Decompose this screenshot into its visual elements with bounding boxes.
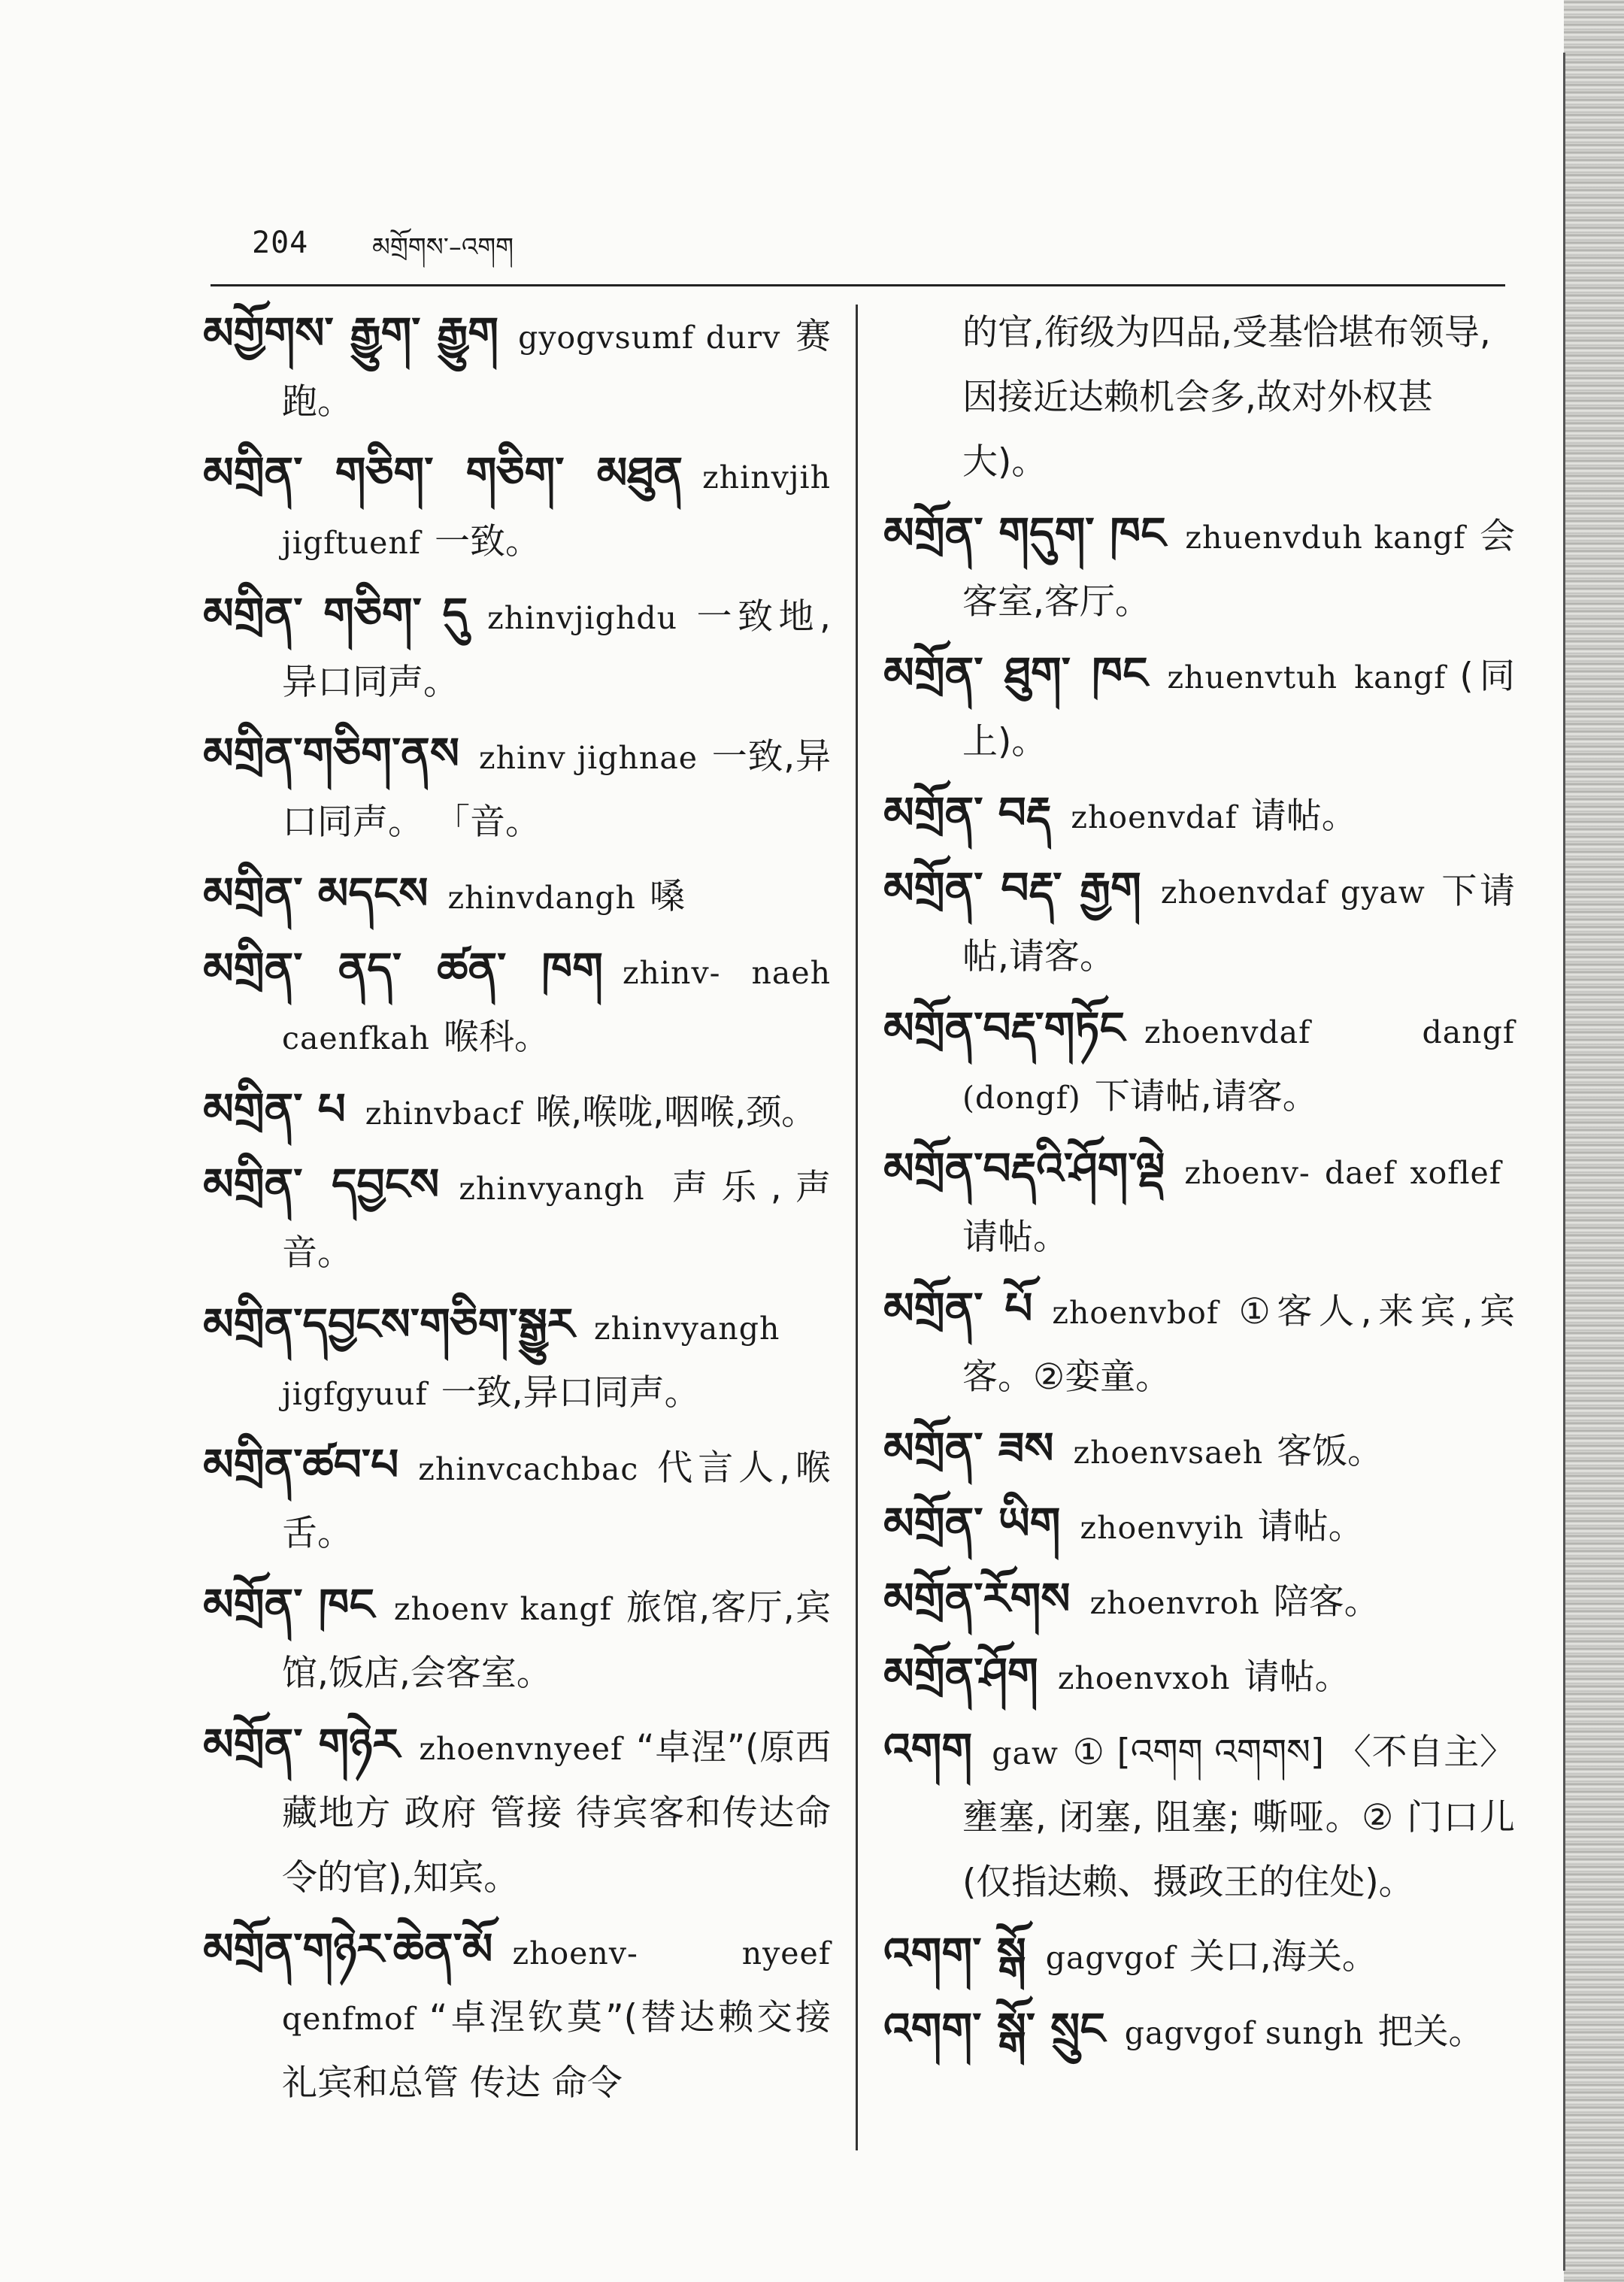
romanization: gaw	[992, 1735, 1059, 1771]
definition: ① [འགག འགགས] 〈不自主〉 壅塞, 闭塞, 阻塞; 嘶哑。② 门口儿(仅指达赖、摄政王的住处)。	[962, 1732, 1515, 1903]
romanization: zhuenvduh kangf	[1185, 520, 1466, 556]
dictionary-entry	[203, 1572, 831, 1706]
romanization: zhoenv- nyeef qenfmof	[282, 1935, 831, 2037]
romanization: zhinvdangh	[447, 880, 636, 916]
dictionary-entry	[203, 1152, 831, 1286]
dictionary-entry	[203, 301, 831, 435]
definition: 声乐,声音。	[282, 1167, 831, 1274]
headword-tibetan: མགྲིན་ ནད་ ཚན་ ཁག	[203, 943, 603, 994]
headword-tibetan: མགྲིན་གཅིག་ནས	[203, 728, 459, 779]
running-head: མགྲོགས་–འགག	[372, 232, 514, 262]
romanization: zhoenvyih	[1080, 1510, 1244, 1546]
dictionary-entry	[883, 1491, 1515, 1560]
headword-tibetan: མགྲོན་བརྡ་གཏོང	[883, 1002, 1125, 1053]
definition: “卓涅”(原西藏地方 政府 管接 待宾客和传达命令的官),知宾。	[282, 1727, 831, 1899]
dictionary-entry	[203, 1712, 831, 1911]
dictionary-entry	[883, 1566, 1515, 1635]
romanization: zhoenvnyeef	[419, 1731, 623, 1767]
dictionary-entry	[203, 861, 831, 930]
right-column	[883, 301, 1515, 2071]
headword-tibetan: འགག་ སྒོ་ སྲུང	[883, 2003, 1105, 2054]
romanization: gyogvsumf durv	[518, 320, 781, 356]
header-rule	[211, 284, 1505, 286]
headword-tibetan: མགྲིན་ གཅིག་ གཅིག་ མཐུན	[203, 447, 683, 499]
dictionary-entry	[883, 1996, 1515, 2065]
headword-tibetan: མགྲོན་ པོ	[883, 1283, 1033, 1334]
definition: 一致地,异口同声。	[282, 596, 831, 703]
dictionary-entry	[203, 1292, 831, 1426]
headword-tibetan: མགྲོན་རོགས	[883, 1573, 1071, 1624]
definition: 下请帖,请客。	[962, 871, 1516, 977]
definition: 把关。	[1377, 2011, 1484, 2053]
headword-tibetan: མགྲོན་ ཐུག་ ཁང	[883, 647, 1148, 699]
definition: 旅馆,客厅,宾馆,饭店,会客室。	[282, 1587, 831, 1694]
dictionary-entry	[883, 780, 1515, 850]
definition: 请帖。	[1244, 1656, 1350, 1698]
headword-tibetan: མགྲིན་ མདངས	[203, 868, 429, 919]
romanization: zhinvjighdu	[487, 600, 677, 636]
headword-tibetan: མགྲོན་ ཁང	[203, 1579, 374, 1630]
romanization: zhinv- naeh caenfkah	[282, 955, 831, 1056]
column-divider	[856, 305, 858, 2150]
dictionary-entry	[203, 936, 831, 1071]
romanization: zhinvyangh jigfgyuuf	[282, 1311, 780, 1412]
dictionary-entry	[883, 1921, 1515, 1990]
headword-tibetan: མགྱོགས་ རྒྱུག་ རྒྱུག	[203, 308, 499, 359]
headword-tibetan: མགྲོན་ གདུག་ ཁང	[883, 508, 1166, 559]
left-column	[203, 301, 831, 2122]
dictionary-entry	[203, 441, 831, 575]
romanization: zhoenvdaf	[1071, 799, 1238, 835]
romanization: zhoenvxoh	[1057, 1660, 1231, 1696]
dictionary-entry	[883, 1416, 1515, 1485]
definition: 关口,海关。	[1189, 1936, 1377, 1977]
romanization: zhoenv kangf	[393, 1591, 612, 1627]
definition: 请帖。	[962, 1217, 1068, 1258]
headword-tibetan: མགྲོན་ བརྡ	[883, 787, 1052, 838]
headword-tibetan: མགྲོན་ བརྡ་ རྒྱག	[883, 862, 1141, 914]
dictionary-entry	[203, 581, 831, 715]
romanization: gagvgof sungh	[1124, 2015, 1365, 2051]
definition: ①客人,来宾,宾客。②娈童。	[962, 1291, 1515, 1398]
definition: 嗓	[649, 876, 685, 917]
dictionary-entry	[883, 856, 1515, 989]
romanization: zhinvyangh	[459, 1171, 645, 1207]
definition: 喉科。	[443, 1017, 550, 1058]
romanization: zhoenvroh	[1089, 1585, 1260, 1621]
dictionary-entry	[883, 501, 1515, 635]
page-edge-line	[1563, 53, 1565, 2271]
headword-tibetan: མགྲིན་ གཅིག་ དུ	[203, 588, 468, 639]
dictionary-entry	[203, 1077, 831, 1146]
headword-tibetan: མགྲོན་ ཟས	[883, 1423, 1054, 1474]
romanization: zhinvbacf	[365, 1096, 523, 1132]
dictionary-entry	[883, 1136, 1515, 1270]
headword-tibetan: མགྲིན་ པ	[203, 1083, 346, 1135]
definition: 会客室,客厅。	[962, 516, 1515, 623]
romanization: zhinv jighnae	[478, 740, 698, 776]
romanization: zhoenvdaf dangf (dongf)	[962, 1014, 1515, 1116]
definition: 喉,喉咙,咽喉,颈。	[535, 1092, 817, 1133]
definition: 一致,异口同声。 「音。	[282, 736, 831, 843]
dictionary-entry	[883, 1717, 1515, 1915]
definition: 一致,异口同声。	[441, 1372, 700, 1414]
definition: 陪客。	[1273, 1581, 1380, 1623]
dictionary-entry	[203, 1917, 831, 2116]
definition: 请帖。	[1250, 796, 1357, 837]
romanization: zhoenvbof	[1052, 1295, 1220, 1331]
headword-tibetan: མགྲིན་ཚབ་པ	[203, 1439, 399, 1490]
dictionary-entry	[883, 1641, 1515, 1711]
romanization: gagvgof	[1045, 1940, 1176, 1976]
headword-tibetan: འགག་ སྒོ	[883, 1928, 1026, 1979]
dictionary-entry	[203, 721, 831, 855]
romanization: zhinvcachbac	[418, 1451, 639, 1487]
entry-continuation: 的官,衔级为四品,受基恰堪布领导,因接近达赖机会多,故对外权甚大)。	[962, 312, 1491, 483]
definition: 请帖。	[1257, 1506, 1364, 1547]
headword-tibetan: མགྲོན་ཤོག	[883, 1648, 1038, 1699]
romanization: zhinvjih jigftuenf	[282, 459, 831, 561]
dictionary-entry	[883, 996, 1515, 1130]
headword-tibetan: མགྲོན་ གཉེར	[203, 1719, 400, 1770]
definition: 一致。	[434, 521, 541, 562]
headword-tibetan: འགག	[883, 1723, 973, 1774]
definition: 下请帖,请客。	[1094, 1076, 1318, 1117]
definition: 赛跑。	[282, 316, 831, 423]
page-number: 204	[252, 226, 309, 260]
romanization: zhoenv- daef xoflef	[1184, 1155, 1501, 1191]
romanization: zhoenvdaf gyaw	[1160, 874, 1426, 911]
romanization: zhoenvsaeh	[1073, 1435, 1264, 1471]
dictionary-entry	[883, 1276, 1515, 1410]
dictionary-entry	[883, 641, 1515, 774]
definition: 客饭。	[1277, 1431, 1383, 1472]
headword-tibetan: མགྲོན་བརྡའི་ཤོག་ལྡེ	[883, 1143, 1165, 1194]
headword-tibetan: མགྲིན་དབྱངས་གཅིག་སྒྱུར	[203, 1299, 574, 1350]
definition: “卓涅钦莫”(替达赖交接礼宾和总管 传达 命令	[282, 1997, 831, 2104]
scanned-page-edge	[1564, 0, 1624, 2282]
definition: 代言人,喉舌。	[282, 1447, 831, 1554]
headword-tibetan: མགྲོན་ ཡིག	[883, 1498, 1061, 1549]
headword-tibetan: མགྲོན་གཉེར་ཆེན་མོ	[203, 1923, 493, 1974]
headword-tibetan: མགྲིན་ དབྱངས	[203, 1159, 440, 1210]
romanization: zhuenvtuh kangf	[1167, 659, 1447, 696]
dictionary-entry	[203, 1432, 831, 1566]
definition: (同上)。	[962, 656, 1515, 762]
